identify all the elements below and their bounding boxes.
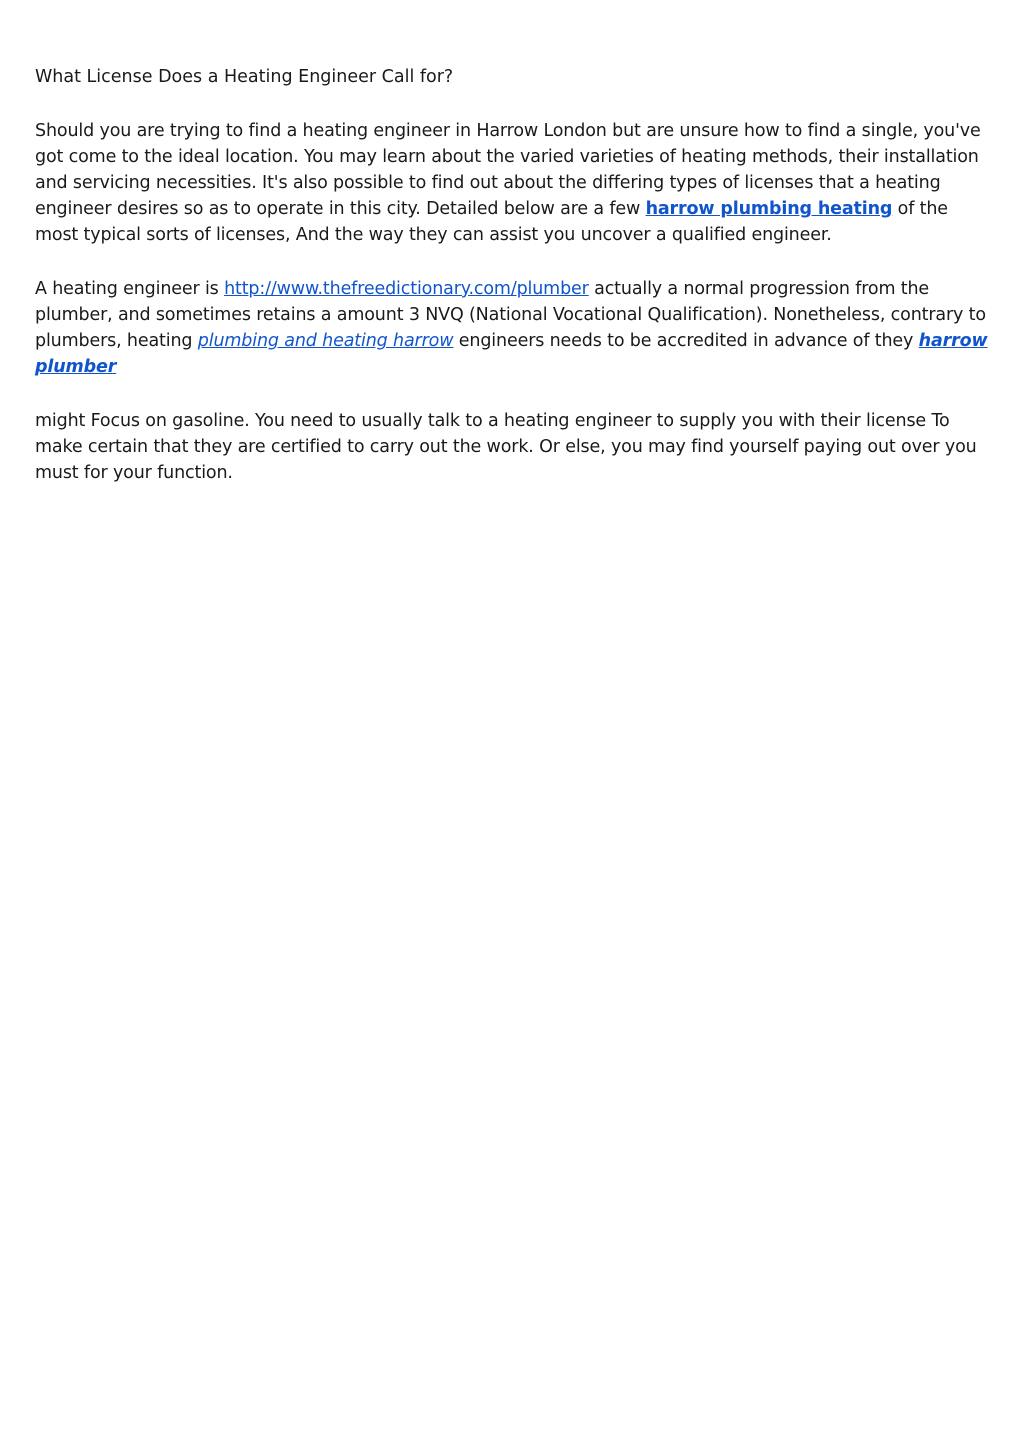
link-thefreedictionary-plumber[interactable]: http://www.thefreedictionary.com/plumber [224,279,589,299]
paragraph-2-text-mid-2: engineers needs to be accredited in advance of they [453,331,919,351]
link-plumbing-and-heating-harrow[interactable]: plumbing and heating harrow [197,331,454,351]
link-harrow-plumbing-heating[interactable]: harrow plumbing heating [645,199,893,219]
link-harrow-plumber[interactable]: harrow plumber [35,331,988,377]
paragraph-2-text-before: A heating engineer is [35,279,225,299]
paragraph-1 [35,118,995,248]
paragraph-1-text-after: of the most typical sorts of licenses, And the way they can assist you uncover a qualified engineer. [35,199,948,245]
document-page [35,64,995,514]
paragraph-2-text-mid-1: actually a normal progression from the plumber, and sometimes retains a amount 3 NVQ (National Vocational Qualification). Nonetheless, contrary to plumbers, heating [35,279,986,351]
paragraph-3: might Focus on gasoline. You need to usually talk to a heating engineer to supply you with their license To make certain that they are certified to carry out the work. Or else, you may find yourself paying out over you must for your function. [35,411,977,483]
paragraph-1-text-before: Should you are trying to find a heating engineer in Harrow London but are unsure how to find a single, you've got come to the ideal location. You may learn about the varied varieties of heating methods, their installation and servicing necessities. It's also possible to find out about the differing types of licenses that a heating engineer desires so as to operate in this city. Detailed below are a few [35,121,981,219]
document-title: What License Does a Heating Engineer Call for? [35,67,454,87]
paragraph-2 [35,276,995,380]
